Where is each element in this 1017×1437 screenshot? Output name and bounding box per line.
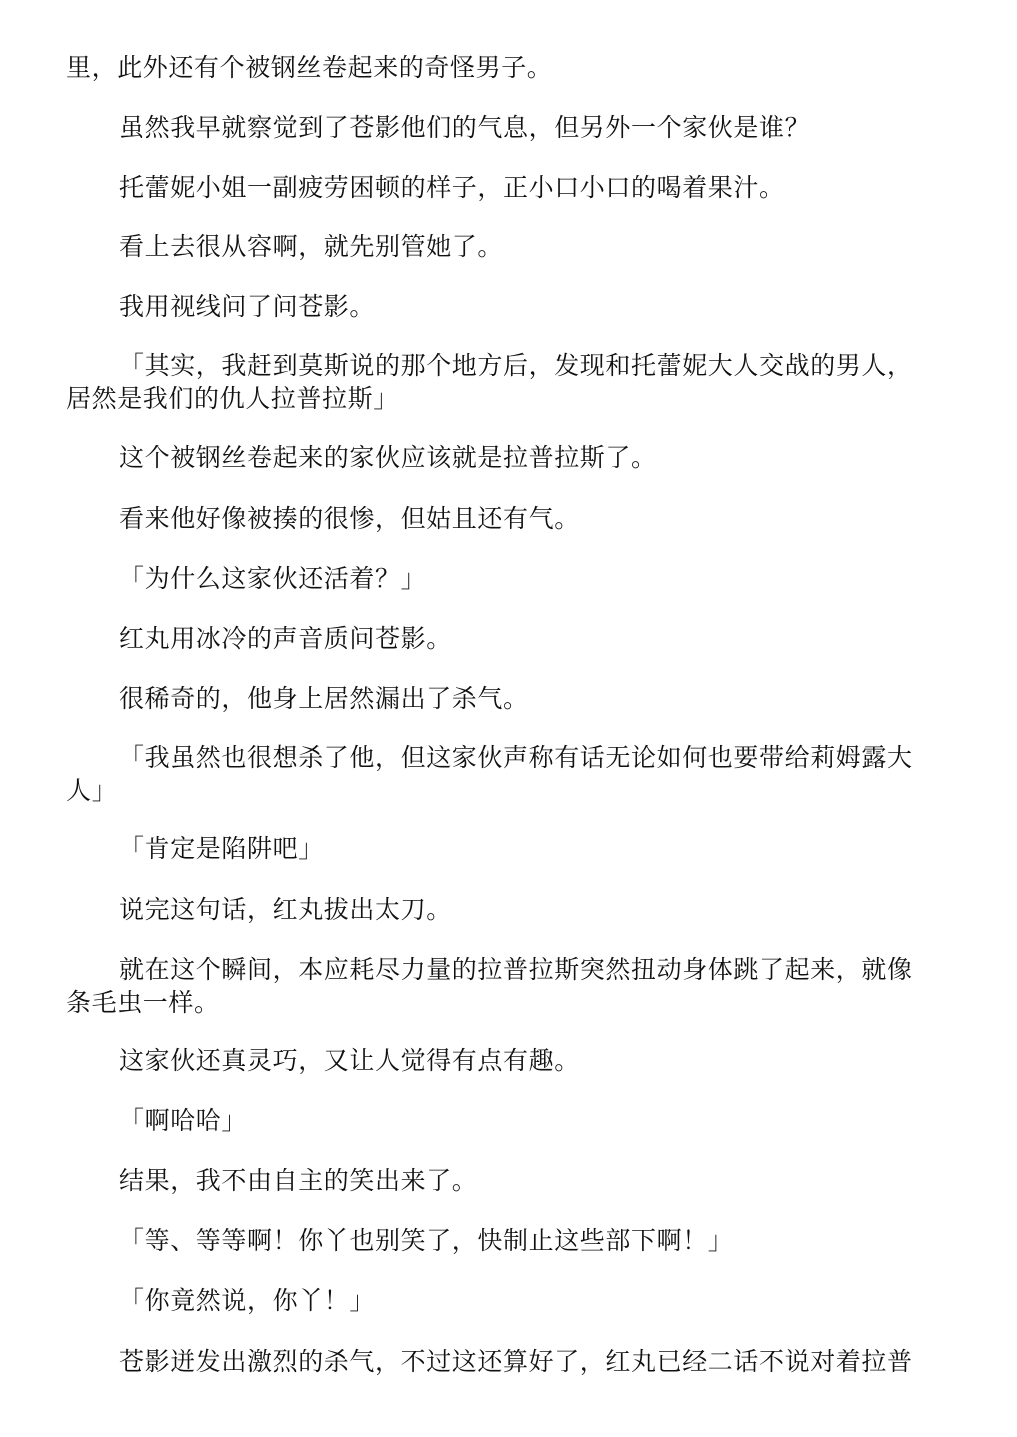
paragraph (66, 502, 936, 535)
text-line: 条毛虫一样。 (66, 988, 220, 1017)
paragraph (66, 111, 936, 144)
text-line: 「其实，我赶到莫斯说的那个地方后，发现和托蕾妮大人交战的男人， (119, 351, 913, 380)
paragraph (66, 622, 936, 655)
paragraph (66, 1345, 936, 1378)
text-line: 「啊哈哈」 (119, 1106, 248, 1135)
paragraph (66, 832, 936, 865)
text-line: 「等、等等啊！你丫也别笑了，快制止这些部下啊！」 (119, 1226, 734, 1255)
text-line: 红丸用冰冷的声音质问苍影。 (119, 624, 452, 653)
paragraph (66, 1224, 936, 1257)
text-line: 说完这句话，红丸拔出太刀。 (119, 895, 452, 924)
paragraph (66, 441, 936, 474)
paragraph (66, 893, 936, 926)
text-line: 这个被钢丝卷起来的家伙应该就是拉普拉斯了。 (119, 443, 657, 472)
text-line: 我用视线问了问苍影。 (119, 292, 376, 321)
text-line: 苍影迸发出激烈的杀气，不过这还算好了，红丸已经二话不说对着拉普 (119, 1347, 913, 1376)
text-line: 人」 (66, 776, 118, 805)
text-line: 很稀奇的，他身上居然漏出了杀气。 (119, 684, 529, 713)
text-line: 「为什么这家伙还活着？」 (119, 564, 427, 593)
paragraph (66, 230, 936, 263)
text-line: 就在这个瞬间，本应耗尽力量的拉普拉斯突然扭动身体跳了起来，就像 (119, 955, 913, 984)
paragraph (66, 1164, 936, 1197)
text-line: 「肯定是陷阱吧」 (119, 834, 324, 863)
paragraph (66, 741, 936, 807)
paragraph (66, 562, 936, 595)
text-line: 「我虽然也很想杀了他，但这家伙声称有话无论如何也要带给莉姆露大 (119, 743, 913, 772)
text-line: 看上去很从容啊，就先别管她了。 (119, 232, 504, 261)
text-line: 托蕾妮小姐一副疲劳困顿的样子，正小口小口的喝着果汁。 (119, 173, 785, 202)
text-line: 这家伙还真灵巧，又让人觉得有点有趣。 (119, 1046, 580, 1075)
text-line: 虽然我早就察觉到了苍影他们的气息，但另外一个家伙是谁？ (119, 113, 811, 142)
paragraph (66, 682, 936, 715)
text-line: 居然是我们的仇人拉普拉斯」 (66, 384, 399, 413)
text-line: 里，此外还有个被钢丝卷起来的奇怪男子。 (66, 53, 553, 82)
paragraph (66, 171, 936, 204)
paragraph (66, 1104, 936, 1137)
text-line: 结果，我不由自主的笑出来了。 (119, 1166, 478, 1195)
text-line: 「你竟然说，你丫！」 (119, 1286, 376, 1315)
paragraph (66, 1044, 936, 1077)
paragraph (66, 51, 936, 84)
paragraph (66, 953, 936, 1019)
paragraph (66, 290, 936, 323)
paragraph (66, 349, 936, 415)
paragraph (66, 1284, 936, 1317)
text-line: 看来他好像被揍的很惨，但姑且还有气。 (119, 504, 580, 533)
